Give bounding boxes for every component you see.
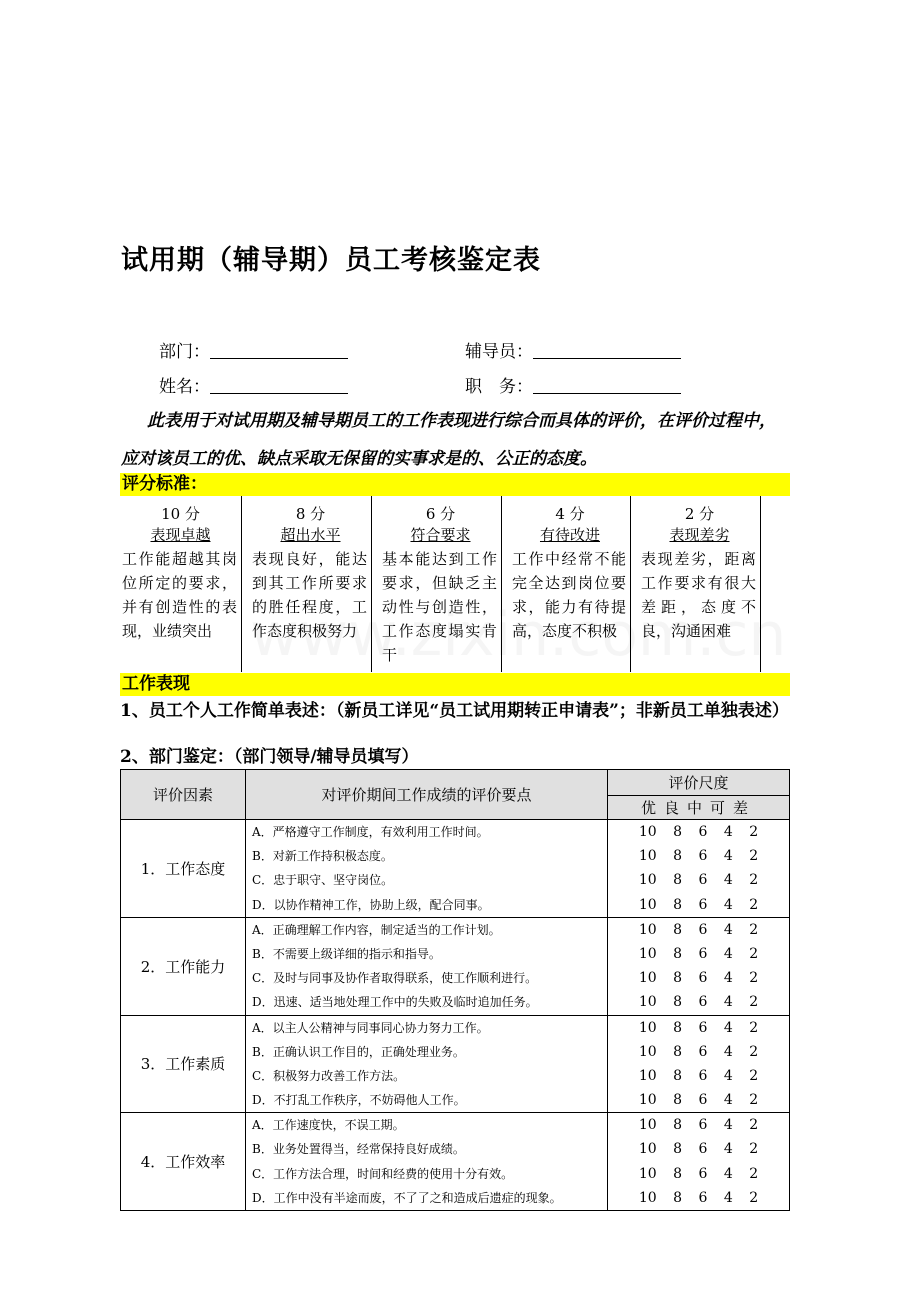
evaluation-point: D．迅速、适当地处理工作中的失败及临时追加任务。 [252, 995, 538, 1010]
evaluation-point: B．不需要上级详细的指示和指导。 [252, 946, 441, 961]
position-field[interactable] [465, 372, 681, 397]
score-options[interactable]: 10 8 6 4 2 [638, 1117, 759, 1134]
evaluation-point: C．工作方法合理，时间和经费的使用十分有效。 [252, 1166, 514, 1181]
evaluation-point: C．积极努力改善工作方法。 [252, 1068, 406, 1083]
score-name: 符合要求 [410, 526, 471, 544]
score-desc: 工作中经常不能完全达到岗位要求，能力有待提高，态度不积极 [512, 550, 626, 640]
evaluation-point: B．正确认识工作目的，正确处理业务。 [252, 1044, 465, 1059]
points-cell [246, 1015, 608, 1113]
evaluation-row [121, 1015, 790, 1113]
score-desc: 表现差劣，距离工作要求有很大差距，态度不良，沟通困难 [641, 550, 756, 640]
col-header-points: 对评价期间工作成绩的评价要点 [246, 770, 608, 820]
evaluation-point: A．正确理解工作内容，制定适当的工作计划。 [252, 922, 501, 937]
score-desc: 基本能达到工作要求，但缺乏主动性与创造性，工作态度塌实肯干 [382, 550, 497, 664]
name-blank[interactable] [210, 377, 348, 394]
score-options[interactable]: 10 8 6 4 2 [638, 872, 759, 889]
scale-levels: 优良中可差 [608, 796, 790, 820]
score-options[interactable]: 10 8 6 4 2 [638, 1092, 759, 1109]
performance-header: 工作表现 [120, 673, 790, 696]
score-options[interactable]: 10 8 6 4 2 [638, 1165, 759, 1182]
department-label: 部门： [159, 342, 210, 362]
evaluation-point: A．严格遵守工作制度，有效利用工作时间。 [252, 825, 489, 839]
department-evaluation-heading: 2、部门鉴定：（部门领导/辅导员填写） [120, 747, 419, 767]
score-options[interactable]: 10 8 6 4 2 [638, 1141, 759, 1158]
score-options[interactable]: 10 8 6 4 2 [638, 896, 759, 913]
score-value: 8 分 [295, 505, 326, 523]
score-name: 表现差劣 [669, 526, 730, 544]
score-level-10 [120, 496, 242, 672]
evaluation-point: B．对新工作持积极态度。 [252, 849, 393, 864]
self-description-heading: 1、员工个人工作简单表述：（新员工详见“员工试用期转正申请表”；非新员工单独表述） [120, 701, 789, 721]
factor-cell: 2．工作能力 [121, 917, 246, 1015]
factor-cell: 3．工作素质 [121, 1015, 246, 1113]
score-options[interactable]: 10 8 6 4 2 [638, 848, 759, 865]
evaluation-table [120, 769, 790, 1211]
score-desc: 工作能超越其岗位所定的要求，并有创造性的表现，业绩突出 [122, 550, 237, 640]
score-options[interactable]: 10 8 6 4 2 [638, 1043, 759, 1060]
score-options[interactable]: 10 8 6 4 2 [638, 1189, 759, 1206]
mentor-label: 辅导员： [465, 342, 533, 362]
score-options[interactable]: 10 8 6 4 2 [638, 824, 759, 840]
score-name: 表现卓越 [150, 526, 211, 544]
factor-cell: 1．工作态度 [121, 820, 246, 918]
scoring-grid [120, 496, 761, 672]
intro-paragraph [121, 402, 791, 478]
score-value: 6 分 [425, 505, 456, 523]
score-level-4 [502, 496, 631, 672]
evaluation-point: D．不打乱工作秩序，不妨碍他人工作。 [252, 1093, 466, 1108]
page-title: 试用期（辅导期）员工考核鉴定表 [121, 245, 541, 276]
points-cell [246, 1113, 608, 1211]
scores-cell [608, 1113, 790, 1211]
evaluation-point: A．工作速度快，不误工期。 [252, 1118, 405, 1133]
col-header-scale: 评价尺度 [608, 770, 790, 796]
evaluation-row [121, 820, 790, 918]
score-name: 超出水平 [280, 526, 341, 544]
score-desc: 表现良好，能达到其工作所要求的胜任程度，工作态度积极努力 [252, 550, 367, 640]
department-blank[interactable] [210, 342, 348, 359]
position-label: 职 务： [465, 377, 533, 397]
mentor-blank[interactable] [533, 342, 681, 359]
score-name: 有待改进 [539, 526, 600, 544]
evaluation-point: C．忠于职守、坚守岗位。 [252, 873, 394, 888]
score-options[interactable]: 10 8 6 4 2 [638, 1067, 759, 1084]
mentor-field[interactable] [465, 337, 681, 362]
scores-cell [608, 820, 790, 918]
evaluation-point: A．以主人公精神与同事同心协力努力工作。 [252, 1020, 489, 1035]
score-level-6 [372, 496, 502, 672]
scores-cell [608, 1015, 790, 1113]
score-options[interactable]: 10 8 6 4 2 [638, 945, 759, 962]
evaluation-point: D．以协作精神工作，协助上级，配合同事。 [252, 897, 490, 912]
evaluation-point: D．工作中没有半途而废，不了了之和造成后遗症的现象。 [252, 1190, 562, 1205]
factor-cell: 4．工作效率 [121, 1113, 246, 1211]
name-label: 姓名： [159, 377, 210, 397]
evaluation-row [121, 917, 790, 1015]
score-options[interactable]: 10 8 6 4 2 [638, 994, 759, 1011]
score-options[interactable]: 10 8 6 4 2 [638, 1019, 759, 1036]
scoring-header: 评分标准： [120, 473, 790, 496]
evaluation-point: C．及时与同事及协作者取得联系，使工作顺利进行。 [252, 971, 538, 986]
score-options[interactable]: 10 8 6 4 2 [638, 921, 759, 938]
scores-cell [608, 917, 790, 1015]
score-value: 4 分 [555, 505, 585, 523]
score-value: 10 分 [161, 505, 200, 523]
department-field[interactable] [159, 337, 348, 362]
name-field[interactable] [159, 372, 348, 397]
score-value: 2 分 [684, 505, 715, 523]
col-header-factor: 评价因素 [121, 770, 246, 820]
score-options[interactable]: 10 8 6 4 2 [638, 970, 759, 987]
evaluation-point: B．业务处置得当，经常保持良好成绩。 [252, 1142, 465, 1157]
score-level-8 [242, 496, 372, 672]
position-blank[interactable] [533, 377, 681, 394]
evaluation-row [121, 1113, 790, 1211]
score-level-2 [631, 496, 761, 672]
points-cell [246, 917, 608, 1015]
points-cell [246, 820, 608, 918]
intro-text: 此表用于对试用期及辅导期员工的工作表现进行综合而具体的评价，在评价过程中，应对该员工的优、缺点采取无保留的实事求是的、公正的态度。 [121, 411, 776, 469]
